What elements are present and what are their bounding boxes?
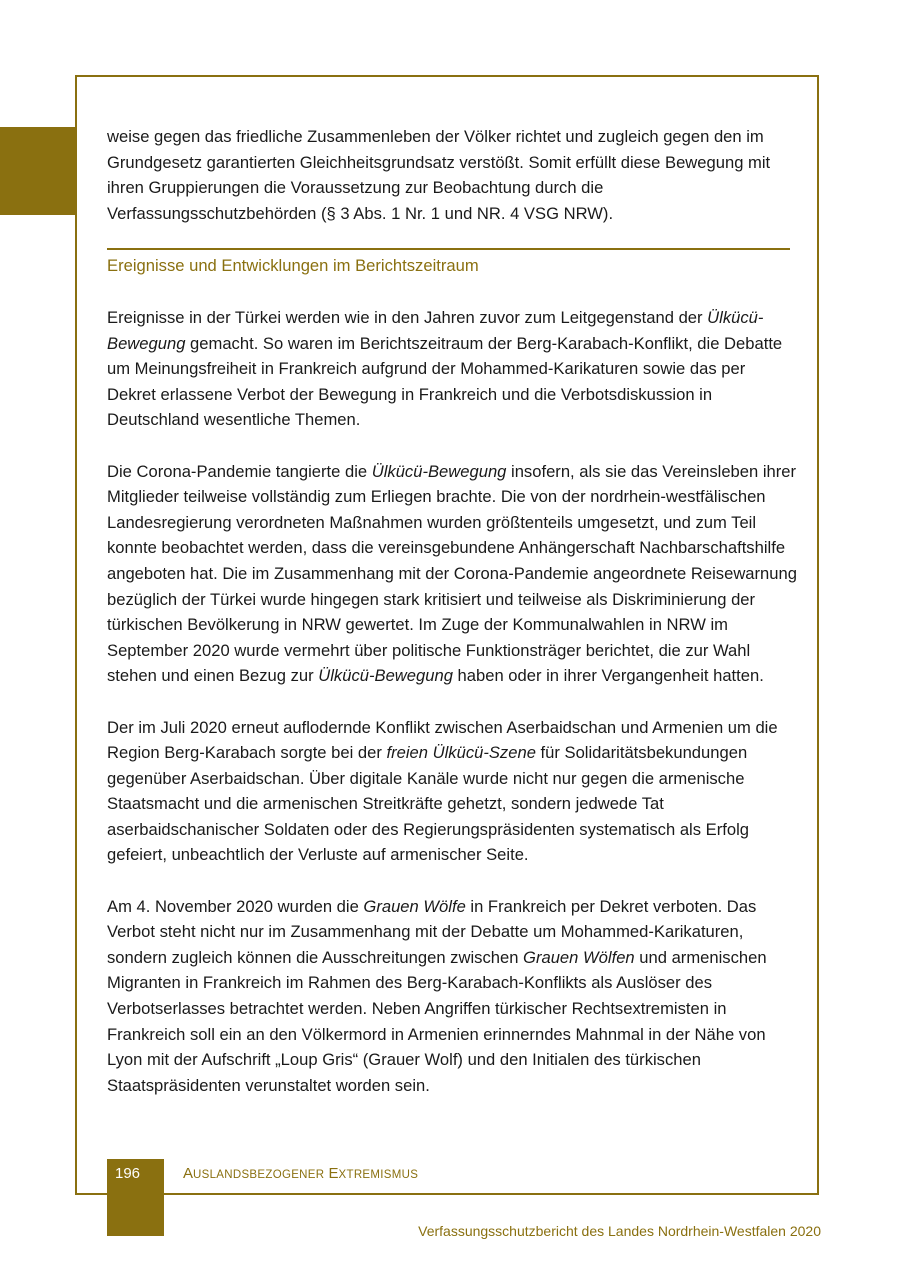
intro-paragraph: weise gegen das friedliche Zusammenleben der Völker richtet und zugleich gegen den im Grundgesetz garantierten Gleichheitsgrundsatz verstößt. Somit erfüllt diese Bewegung mit ihren Gruppierungen die Voraussetzung zur Beobachtung durch die Verfassungsschutzbehörden (§ 3 Abs. 1 Nr. 1 und NR. 4 VSG NRW).: [107, 127, 771, 223]
paragraph-4: Am 4. November 2020 wurden die Grauen Wölfe in Frankreich per Dekret verboten. Das Verbot steht nicht nur im Zusammenhang mit der Debatte um Mohammed-Karikaturen, sondern zugleich können die Ausschreitungen zwischen Grauen Wölfen und armenischen Migranten in Frankreich im Rahmen des Berg-Karabach-Konflikts als Auslöser des Verbotserlasses betrachtet werden. Neben Angriffen türkischer Rechtsextremisten in Frankreich soll ein an den Völkermord in Armenien erinnerndes Mahnmal in der Nähe von Lyon mit der Aufschrift „Loup Gris“ (Grauer Wolf) und den Initialen des türkischen Staatspräsidenten verunstaltet worden sein.: [107, 896, 767, 1095]
body-text: [107, 305, 797, 1098]
intro-text: [107, 124, 797, 226]
term-graue-woelfe: Grauen Wölfe: [363, 896, 466, 916]
term-freie-ulkucu-szene: freien Ülkücü-Szene: [386, 743, 536, 763]
term-ulkucu: Ülkücü-Bewegung: [318, 666, 453, 686]
term-graue-woelfe: Grauen Wölfen: [523, 947, 635, 967]
footer-publication-title: Verfassungsschutzbericht des Landes Nordrhein-Westfalen 2020: [418, 1223, 821, 1239]
term-ulkucu: Ülkücü-Bewegung: [107, 308, 764, 353]
side-marker-tab: [0, 127, 76, 215]
paragraph-2: Die Corona-Pandemie tangierte die Ülkücü-Bewegung insofern, als sie das Vereinsleben ihrer Mitglieder teilweise vollständig zum Erliegen brachte. Die von der nordrhein-westfälischen Landesregierung verordneten Maßnahmen wurden größtenteils umgesetzt, und zum Teil konnte beobachtet werden, dass die vereinsgebundene Anhängerschaft Nachbarschaftshilfe angeboten hat. Die im Zusammenhang mit der Corona-Pandemie angeordnete Reisewarnung bezüglich der Türkei wurde hingegen stark kritisiert und teilweise als Diskriminierung der türkischen Bevölkerung in NRW gewertet. Im Zuge der Kommunalwahlen in NRW im September 2020 wurde vermehrt über politische Funktionsträger berichtet, die zur Wahl stehen und einen Bezug zur Ülkücü-Bewegung haben oder in ihrer Vergangenheit hatten.: [107, 461, 797, 686]
paragraph-1: Ereignisse in der Türkei werden wie in den Jahren zuvor zum Leitgegenstand der Ülkücü-Bewegung gemacht. So waren im Berichtszeitraum der Berg-Karabach-Konflikt, die Debatte um Meinungsfreiheit in Frankreich aufgrund der Mohammed-Karikaturen sowie das per Dekret erlassene Verbot der Bewegung in Frankreich und die Verbotsdiskussion in Deutschland wesentliche Themen.: [107, 308, 783, 430]
page-number: 196: [114, 1165, 141, 1182]
section-heading: Ereignisse und Entwicklungen im Berichtszeitraum: [107, 256, 479, 275]
chapter-title: AUSLANDSBEZOGENER EXTREMISMUS: [183, 1165, 419, 1182]
paragraph-3: Der im Juli 2020 erneut auflodernde Konflikt zwischen Aserbaidschan und Armenien um die Region Berg-Karabach sorgte bei der freien Ülkücü-Szene für Solidaritätsbekundungen gegenüber Aserbaidschan. Über digitale Kanäle wurde nicht nur gegen die armenische Staatsmacht und die armenischen Streitkräfte gehetzt, sondern jedwede Tat aserbaidschanischer Soldaten oder des Regierungspräsidenten systematisch als Erfolg gefeiert, unbeachtlich der Verluste auf armenischer Seite.: [107, 717, 778, 865]
term-ulkucu: Ülkücü-Bewegung: [371, 461, 507, 481]
section-divider: [107, 248, 790, 250]
